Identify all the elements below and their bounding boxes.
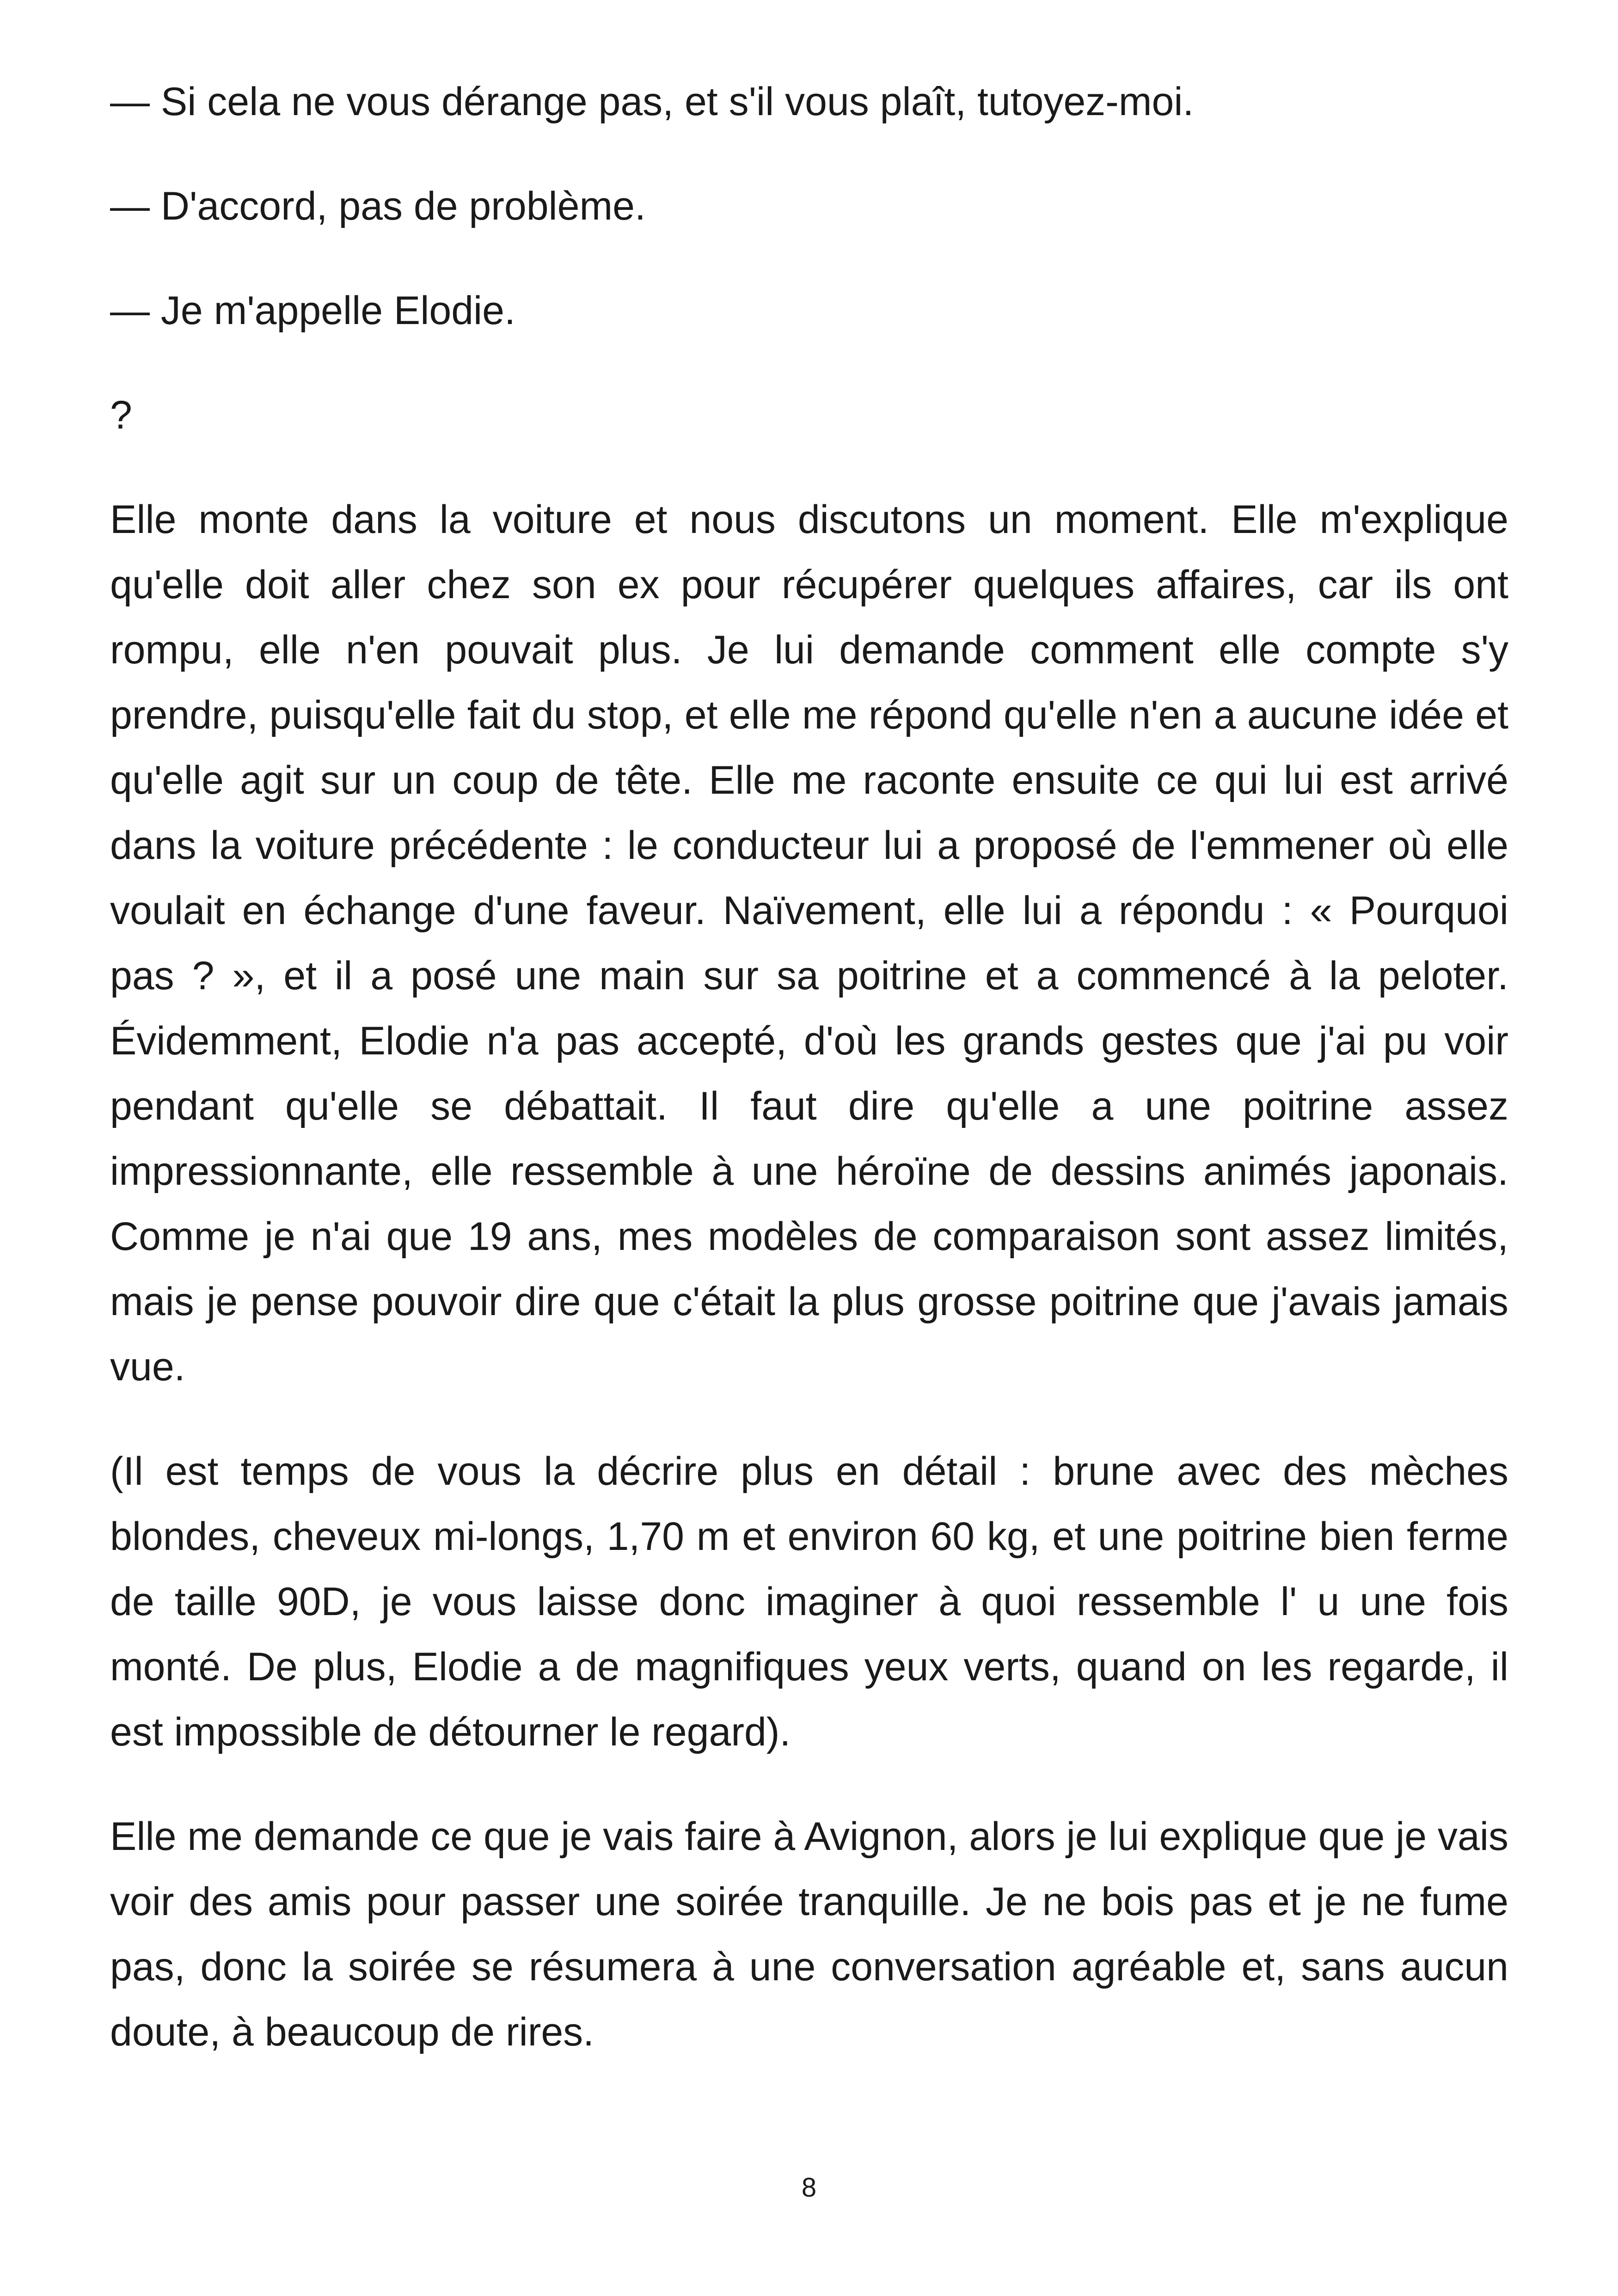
- page-number: 8: [801, 2173, 817, 2203]
- paragraph-description: (Il est temps de vous la décrire plus en détail : brune avec des mèches blondes, cheveux mi-longs, 1,70 m et environ 60 kg, et une poitrine bien ferme de taille 90D, je vous laisse donc imaginer à quoi ressemble l' u une fois monté. De plus, Elodie a de magnifiques yeux verts, quand on les regarde, il est impossible de détourner le regard).: [110, 1449, 1508, 1754]
- paragraph-car-conversation: Elle monte dans la voiture et nous discutons un moment. Elle m'explique qu'elle doit aller chez son ex pour récupérer quelques affaires, car ils ont rompu, elle n'en pouvait plus. Je lui demande comment elle compte s'y prendre, puisqu'elle fait du stop, et elle me répond qu'elle n'en a aucune idée et qu'elle agit sur un coup de tête. Elle me raconte ensuite ce qui lui est arrivé dans la voiture précédente : le conducteur lui a proposé de l'emmener où elle voulait en échange d'une faveur. Naïvement, elle lui a répondu : « Pourquoi pas ? », et il a posé une main sur sa poitrine et a commencé à la peloter. Évidemment, Elodie n'a pas accepté, d'où les grands gestes que j'ai pu voir pendant qu'elle se débattait. Il faut dire qu'elle a une poitrine assez impressionnante, elle ressemble à une héroïne de dessins animés japonais. Comme je n'ai que 19 ans, mes modèles de comparaison sont assez limités, mais je pense pouvoir dire que c'était la plus grosse poitrine que j'avais jamais vue.: [110, 497, 1508, 1389]
- dialog-line-accord: — D'accord, pas de problème.: [110, 184, 646, 228]
- dialog-line-elodie: — Je m'appelle Elodie.: [110, 288, 515, 333]
- paragraph-avignon: Elle me demande ce que je vais faire à Avignon, alors je lui explique que je vais voir des amis pour passer une soirée tranquille. Je ne bois pas et je ne fume pas, donc la soirée se résumera à une conversation agréable et, sans aucun doute, à beaucoup de rires.: [110, 1814, 1508, 2054]
- dialog-line-tutoiement: — Si cela ne vous dérange pas, et s'il vous plaît, tutoyez-moi.: [110, 80, 1194, 124]
- question-mark-line: ?: [110, 393, 132, 437]
- page-body: [110, 69, 1508, 2104]
